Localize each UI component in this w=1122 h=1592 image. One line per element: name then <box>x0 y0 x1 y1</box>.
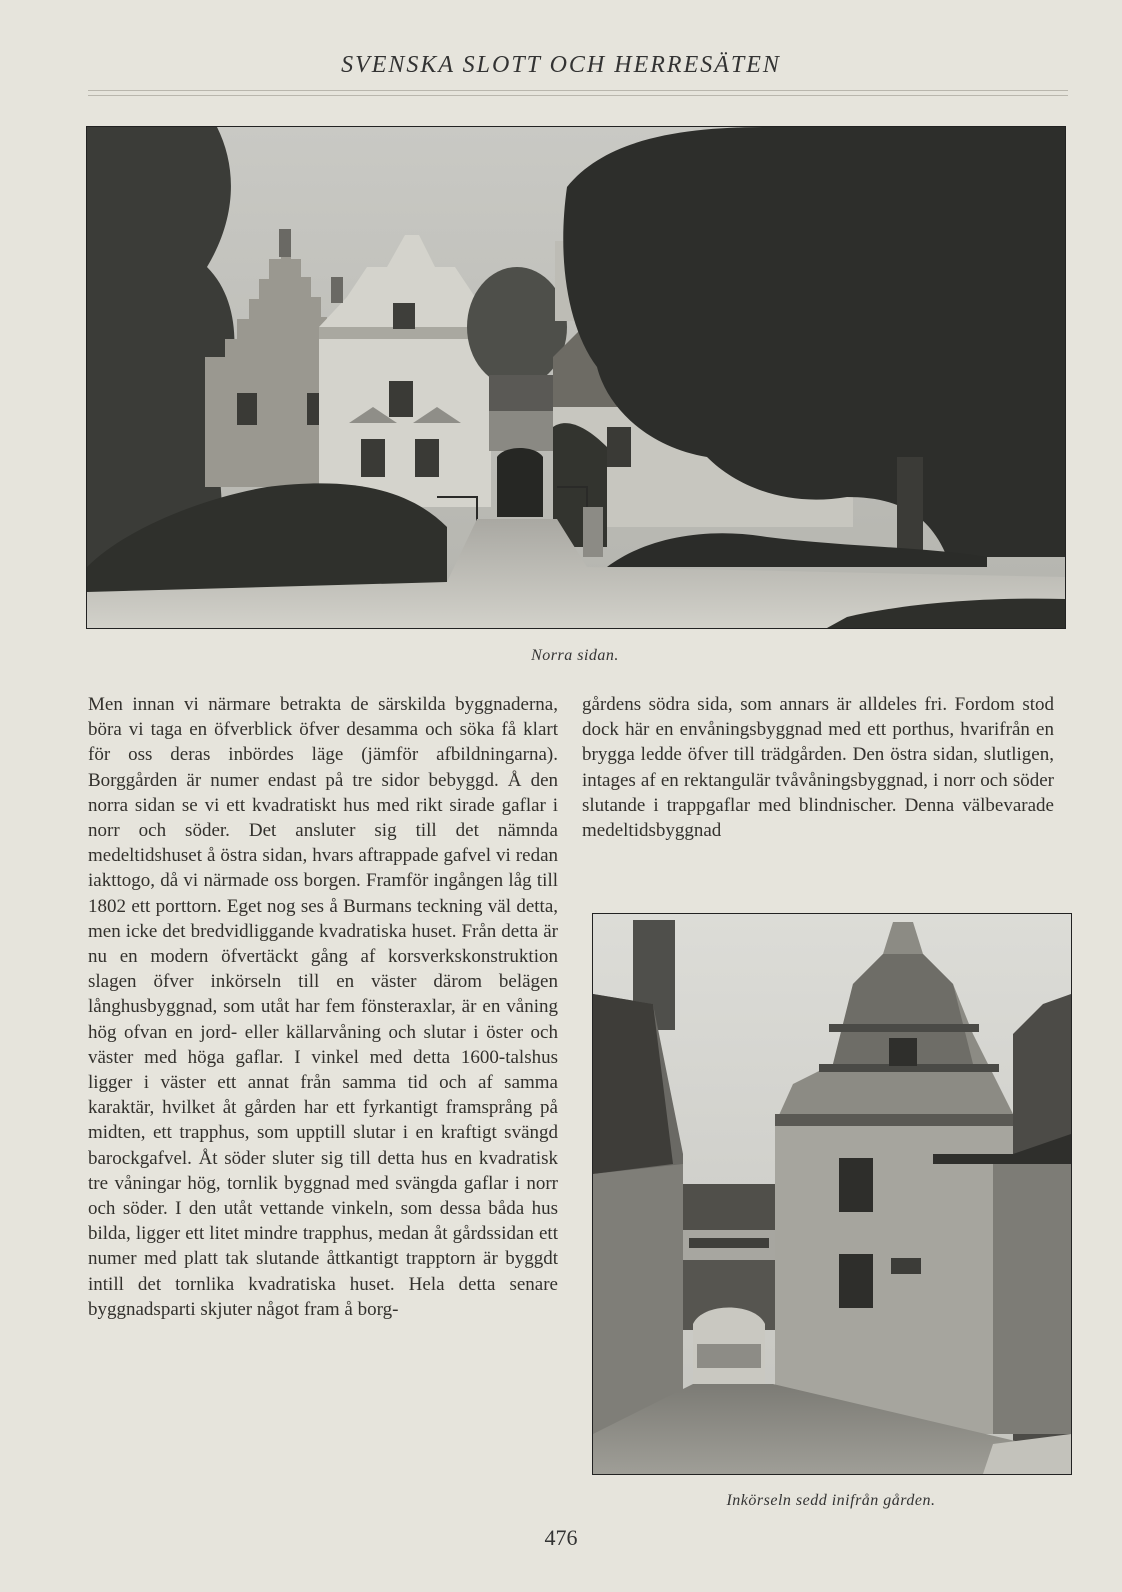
bottom-figure-caption: Inkörseln sedd inifrån gården. <box>726 1492 936 1509</box>
north-facade-photo <box>86 126 1066 629</box>
top-figure-caption: Norra sidan. <box>531 647 619 664</box>
running-head: SVENSKA SLOTT OCH HERRESÄTEN <box>341 52 781 78</box>
courtyard-entrance-photo <box>592 913 1072 1475</box>
body-right-column: gårdens södra sida, som annars är alldeles fri. Fordom stod dock här en envåningsbyggnad med ett porthus, hvarifrån en brygga ledde öfver till trädgården. Den östra sidan, slutligen, intages af en rektangulär tvåvåningsbyggnad, i norr och söder slutande i trappgaflar med blindnischer. Denna välbevarade medeltidsbyggnad <box>582 694 1054 842</box>
header-rule <box>88 95 1068 96</box>
header-rule <box>88 90 1068 91</box>
page-number: 476 <box>544 1525 578 1550</box>
body-left-column: Men innan vi närmare betrakta de särskilda byggnaderna, böra vi taga en öfverblick öfver desamma och söka få klart för oss deras inbördes läge (jämför afbildningarna). Borggården är numer endast på tre sidor bebyggd. Å den norra sidan se vi ett kvadratiskt hus med rikt sirade gaflar i norr och söder. Det ansluter sig till det nämnda medeltidshuset å östra sidan, hvars aftrappade gafvel vi redan iakttogo, då vi närmade oss borgen. Framför ingången låg till 1802 ett porttorn. Eget nog ses å Burmans teckning väl detta, men icke det bredvidliggande kvadratiska huset. Från detta är nu en modern öfvertäckt gång af korsverkskonstruktion slagen öfver inkörseln till en väster därom belägen långhusbyggnad, som utåt har fem fönsteraxlar, är en våning hög ofvan en jord- eller källarvåning och slutar i öster och väster med höga gaflar. I vinkel med detta 1600-talshus ligger i väster ett annat från samma tid och af samma karaktär, hvilket åt gården har ett fyrkantigt framsprång på midten, ett trapphus, som upptill slutar i en kraftigt svängd barockgafvel. Åt söder sluter sig till detta hus en kvadratisk tre våningar hög, tornlik byggnad med svängda gaflar i norr och söder. I den utåt vettande vinkeln, som dessa båda hus bilda, ligger ett litet mindre trapphus, medan åt gårdssidan ett numer med platt tak slutande åttkantigt trapptorn är byggdt intill det tornlika kvadratiska huset. Hela detta senare byggnadsparti skjuter något fram å borg- <box>88 694 558 1320</box>
